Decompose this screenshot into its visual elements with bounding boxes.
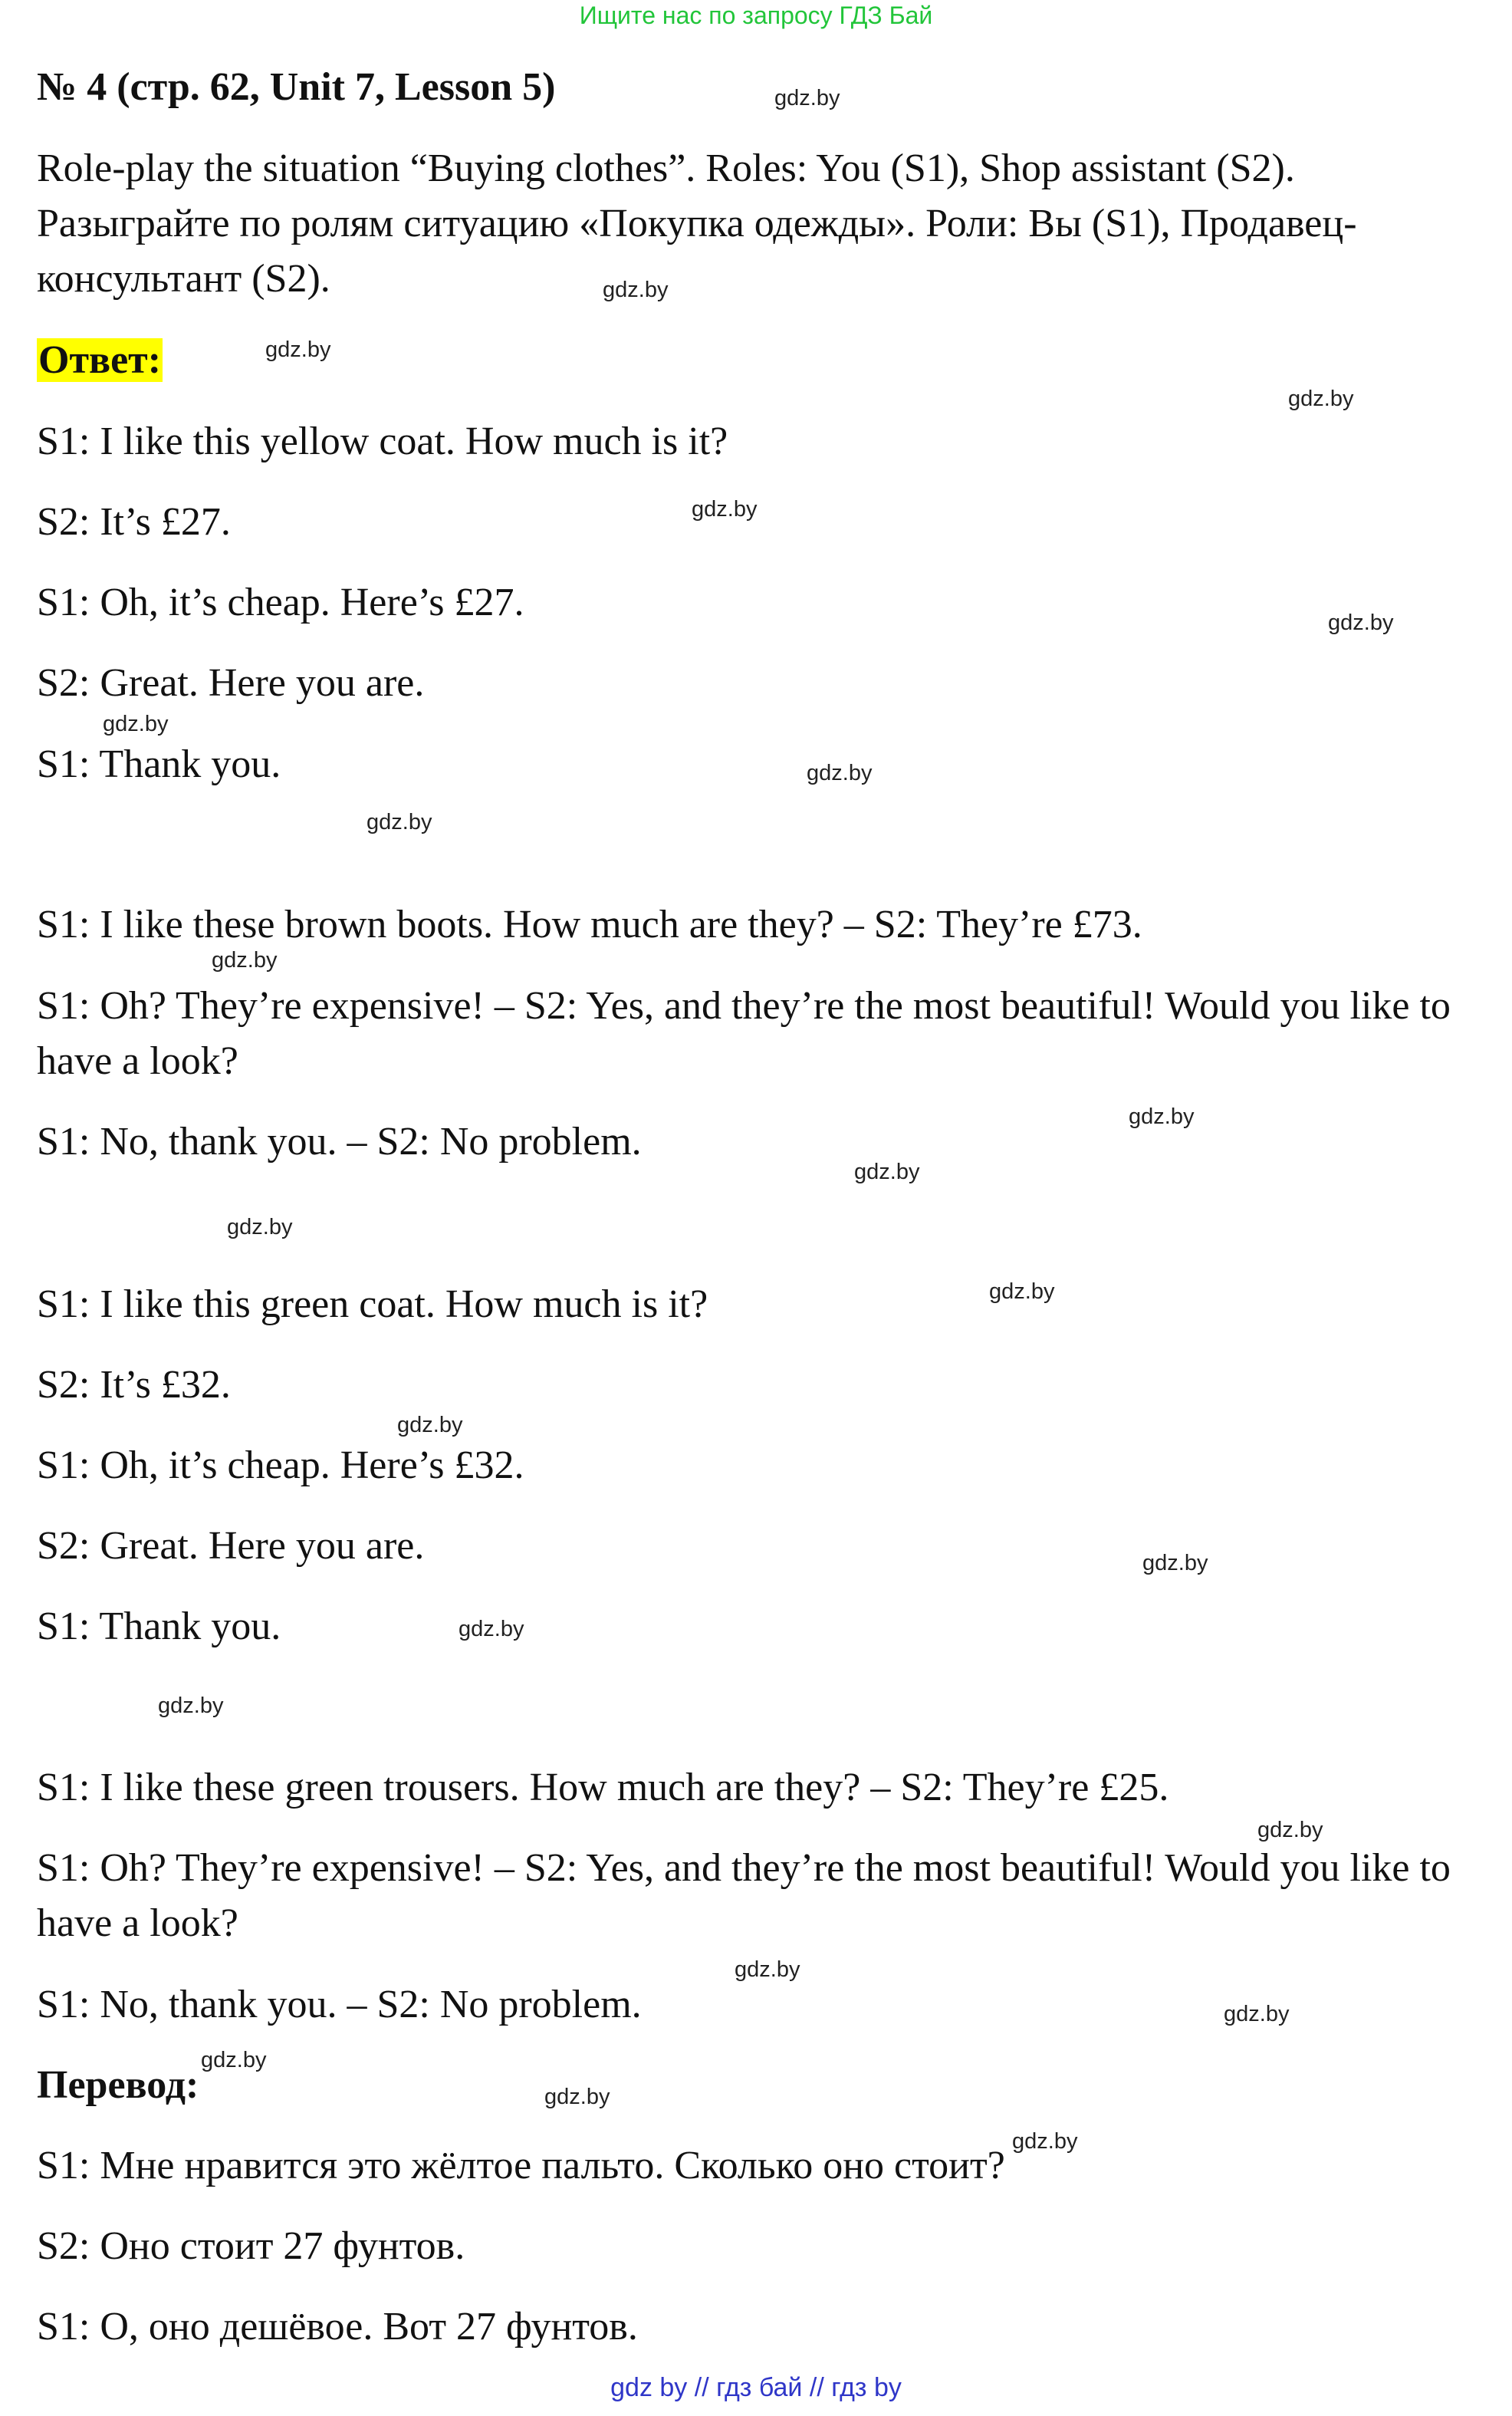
dialogue-1-line-5: S1: Thank you. [37,742,281,786]
dialogue-3-line-2: S2: It’s £32. [37,1363,231,1407]
dialogue-1-line-3: S1: Oh, it’s cheap. Here’s £27. [37,581,524,624]
watermark: gdz.by [1012,2129,1078,2154]
dialogue-3-line-3: S1: Oh, it’s cheap. Here’s £32. [37,1443,524,1487]
dialogue-4-line-2: S1: Oh? They’re expensive! – S2: Yes, and they’re the most beautiful! Would you like to have a look? [37,1846,1451,1945]
watermark: gdz.by [366,810,432,834]
translation-heading: Перевод: [37,2063,199,2107]
watermark: gdz.by [1288,387,1354,411]
footer-links: gdz by // гдз бай // гдз by [610,2373,902,2402]
watermark: gdz.by [459,1617,524,1641]
watermark: gdz.by [201,2048,267,2072]
dialogue-3-line-5: S1: Thank you. [37,1605,281,1648]
dialogue-4-line-3: S1: No, thank you. – S2: No problem. [37,1983,642,2026]
watermark: gdz.by [1328,611,1394,635]
dialogue-4-line-1: S1: I like these green trousers. How much are they? – S2: They’re £25. [37,1766,1169,1809]
translation-line-1: S1: Мне нравится это жёлтое пальто. Сколько оно стоит? [37,2144,1005,2187]
task-text: Role-play the situation “Buying clothes”. Roles: You (S1), Shop assistant (S2). Разыграйте по ролям ситуацию «Покупка одежды». Роли: Вы (S1), Продавец-консультант (S2). [37,146,1357,301]
dialogue-2-line-3: S1: No, thank you. – S2: No problem. [37,1120,642,1164]
watermark: gdz.by [774,86,840,110]
dialogue-3-line-1: S1: I like this green coat. How much is it? [37,1282,708,1326]
watermark: gdz.by [807,761,873,785]
exercise-title: № 4 (стр. 62, Unit 7, Lesson 5) [37,65,556,109]
watermark: gdz.by [692,497,758,522]
watermark: gdz.by [989,1279,1055,1304]
watermark: gdz.by [227,1215,293,1239]
top-banner: Ищите нас по запросу ГДЗ Бай [579,2,933,29]
dialogue-1-line-4: S2: Great. Here you are. [37,661,425,705]
watermark: gdz.by [854,1160,920,1184]
watermark: gdz.by [1142,1551,1208,1575]
watermark: gdz.by [158,1694,224,1718]
watermark: gdz.by [544,2085,610,2109]
watermark: gdz.by [735,1957,800,1982]
translation-line-2: S2: Оно стоит 27 фунтов. [37,2224,465,2268]
dialogue-1-line-1: S1: I like this yellow coat. How much is it? [37,420,728,463]
dialogue-2-line-1: S1: I like these brown boots. How much are they? – S2: They’re £73. [37,903,1142,946]
translation-line-3: S1: О, оно дешёвое. Вот 27 фунтов. [37,2305,638,2349]
watermark: gdz.by [603,278,669,302]
watermark: gdz.by [1257,1818,1323,1842]
answer-heading [37,333,163,388]
dialogue-2-line-2: S1: Oh? They’re expensive! – S2: Yes, and they’re the most beautiful! Would you like to have a look? [37,984,1451,1083]
dialogue-3-line-4: S2: Great. Here you are. [37,1524,425,1568]
watermark: gdz.by [1129,1104,1195,1129]
watermark: gdz.by [265,337,331,362]
watermark: gdz.by [1224,2002,1290,2026]
watermark: gdz.by [397,1413,463,1437]
dialogue-1-line-2: S2: It’s £27. [37,500,231,544]
watermark: gdz.by [212,948,278,973]
answer-label: Ответ: [38,338,162,382]
watermark: gdz.by [103,712,169,736]
